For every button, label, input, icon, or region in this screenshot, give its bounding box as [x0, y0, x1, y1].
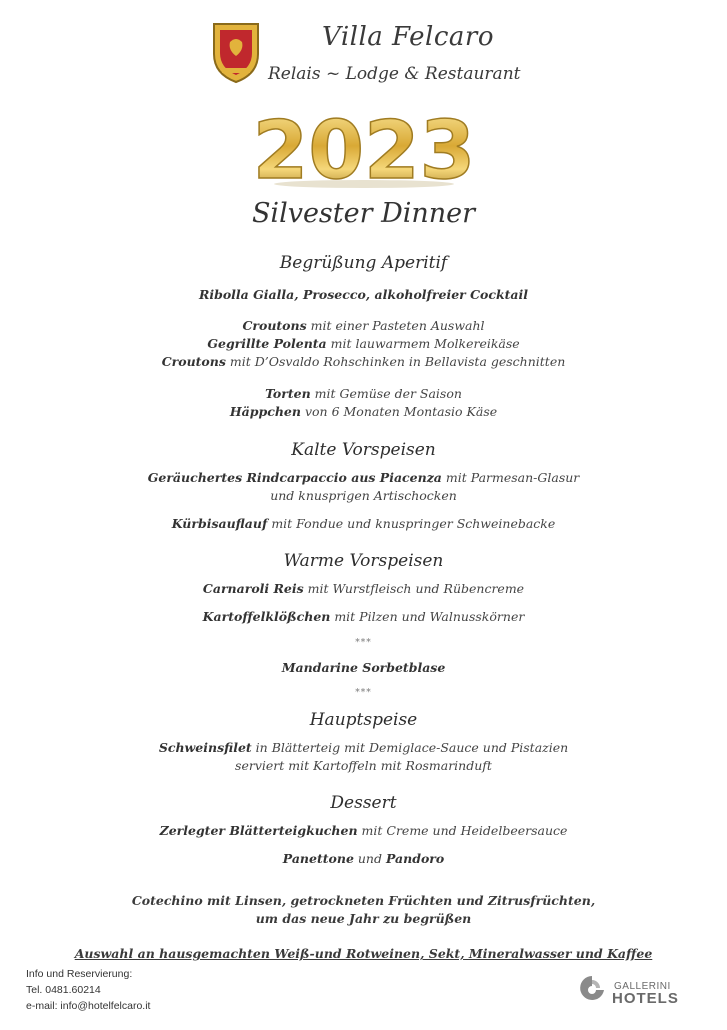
menu-line: Croutons mit einer Pasteten Auswahl [242, 318, 485, 333]
menu-title: Silvester Dinner [251, 198, 476, 229]
partner-name-bottom: HOTELS [612, 990, 679, 1007]
menu-line: Torten mit Gemüse der Saison [265, 386, 462, 401]
section-heading-main: Hauptspeise [309, 710, 418, 730]
menu-line: Ribolla Gialla, Prosecco, alkoholfreier Cocktail [198, 287, 529, 302]
year-graphic [0, 104, 727, 197]
brand-subtitle: Relais ~ Lodge & Restaurant [268, 64, 521, 84]
separator-stars: *** [355, 688, 372, 698]
menu-line: Zerlegter Blätterteigkuchen mit Creme und Heidelbeersauce [159, 823, 568, 838]
gallerini-hotels-logo-icon [578, 974, 606, 1006]
section-heading-cold: Kalte Vorspeisen [291, 440, 436, 460]
contact-label: Info und Reservierung: [26, 968, 133, 980]
villa-felcaro-crest-logo [210, 20, 262, 84]
closing-line: um das neue Jahr zu begrüßen [255, 911, 472, 926]
menu-line: serviert mit Kartoffeln mit Rosmarinduft [235, 758, 492, 773]
contact-phone: Tel. 0481.60214 [26, 984, 101, 996]
menu-line: Kürbisauflauf mit Fondue und knuspringer Schweinebacke [171, 516, 556, 531]
year-text: 2023 [252, 104, 475, 197]
brand-name: Villa Felcaro [322, 22, 494, 52]
partner-name-top: GALLERINI [614, 981, 671, 992]
drinks-line: Auswahl an hausgemachten Weiß-und Rotweinen, Sekt, Mineralwasser und Kaffee [74, 946, 653, 961]
menu-line: Gegrillte Polenta mit lauwarmem Molkereikäse [207, 336, 520, 351]
menu-line: Carnaroli Reis mit Wurstfleisch und Rübencreme [202, 581, 525, 596]
menu-line: Schweinsfilet in Blätterteig mit Demiglace-Sauce und Pistazien [158, 740, 569, 755]
closing-line: Cotechino mit Linsen, getrockneten Früchten und Zitrusfrüchten, [131, 893, 596, 908]
menu-line: Croutons mit D’Osvaldo Rohschinken in Bellavista geschnitten [161, 354, 566, 369]
menu-line: und knusprigen Artischocken [270, 488, 457, 503]
section-heading-dessert: Dessert [330, 793, 397, 813]
menu-line: Panettone und Pandoro [282, 851, 445, 866]
menu-line: Kartoffelklößchen mit Pilzen und Walnusskörner [202, 609, 525, 624]
menu-line: Mandarine Sorbetblase [281, 660, 446, 675]
menu-line: Geräuchertes Rindcarpaccio aus Piacenza mit Parmesan-Glasur [147, 470, 580, 485]
section-heading-warm: Warme Vorspeisen [283, 551, 444, 571]
separator-stars: *** [355, 638, 372, 648]
menu-line: Häppchen von 6 Monaten Montasio Käse [229, 404, 498, 419]
section-heading-aperitif: Begrüßung Aperitif [279, 253, 448, 273]
contact-email[interactable]: e-mail: info@hotelfelcaro.it [26, 1000, 151, 1012]
